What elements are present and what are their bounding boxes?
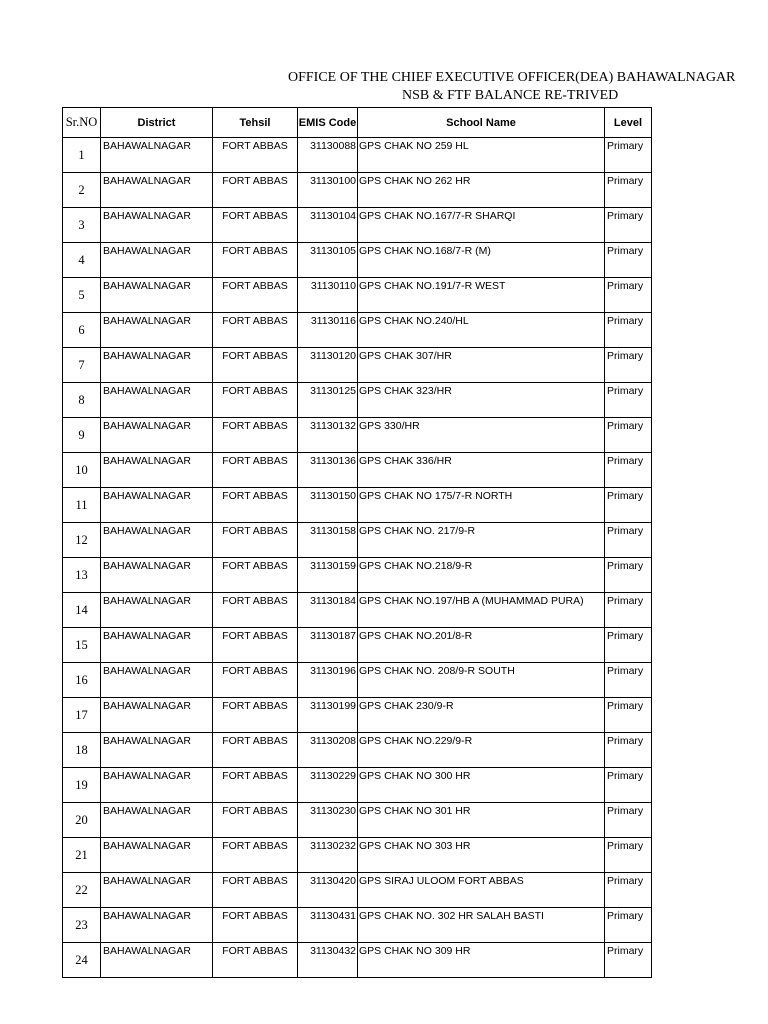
cell-level: Primary [605,138,652,173]
cell-school-name: GPS CHAK NO. 217/9-R [358,523,605,558]
cell-tehsil: FORT ABBAS [213,418,298,453]
cell-srno: 10 [63,453,101,488]
cell-district: BAHAWALNAGAR [101,768,213,803]
cell-emis-code: 31130116 [298,313,358,348]
cell-school-name: GPS CHAK NO 259 HL [358,138,605,173]
cell-emis-code: 31130159 [298,558,358,593]
cell-level: Primary [605,348,652,383]
cell-school-name: GPS CHAK 323/HR [358,383,605,418]
cell-school-name: GPS CHAK NO.240/HL [358,313,605,348]
cell-emis-code: 31130232 [298,838,358,873]
table-row [63,313,652,348]
table-row [63,453,652,488]
cell-srno: 4 [63,243,101,278]
cell-tehsil: FORT ABBAS [213,138,298,173]
cell-level: Primary [605,873,652,908]
table-row [63,873,652,908]
cell-school-name: GPS CHAK NO.168/7-R (M) [358,243,605,278]
table-row [63,628,652,663]
cell-emis-code: 31130105 [298,243,358,278]
cell-district: BAHAWALNAGAR [101,593,213,628]
cell-emis-code: 31130431 [298,908,358,943]
cell-emis-code: 31130208 [298,733,358,768]
cell-school-name: GPS CHAK NO.229/9-R [358,733,605,768]
cell-district: BAHAWALNAGAR [101,803,213,838]
cell-district: BAHAWALNAGAR [101,383,213,418]
cell-level: Primary [605,733,652,768]
cell-district: BAHAWALNAGAR [101,208,213,243]
cell-school-name: GPS CHAK NO.191/7-R WEST [358,278,605,313]
cell-srno: 1 [63,138,101,173]
report-title: OFFICE OF THE CHIEF EXECUTIVE OFFICER(DEA) BAHAWALNAGAR [288,70,736,85]
cell-srno: 19 [63,768,101,803]
cell-school-name: GPS CHAK 336/HR [358,453,605,488]
cell-srno: 20 [63,803,101,838]
cell-level: Primary [605,208,652,243]
cell-school-name: GPS SIRAJ ULOOM FORT ABBAS [358,873,605,908]
cell-srno: 21 [63,838,101,873]
table-row [63,418,652,453]
cell-tehsil: FORT ABBAS [213,523,298,558]
cell-tehsil: FORT ABBAS [213,593,298,628]
cell-emis-code: 31130120 [298,348,358,383]
table-row [63,803,652,838]
cell-school-name: GPS CHAK NO.218/9-R [358,558,605,593]
cell-district: BAHAWALNAGAR [101,173,213,208]
cell-district: BAHAWALNAGAR [101,278,213,313]
table-row [63,698,652,733]
cell-level: Primary [605,558,652,593]
cell-school-name: GPS CHAK 230/9-R [358,698,605,733]
table-row [63,278,652,313]
cell-srno: 16 [63,663,101,698]
cell-srno: 15 [63,628,101,663]
table-row [63,523,652,558]
cell-tehsil: FORT ABBAS [213,453,298,488]
cell-district: BAHAWALNAGAR [101,838,213,873]
cell-emis-code: 31130088 [298,138,358,173]
report-subtitle: NSB & FTF BALANCE RE-TRIVED [402,88,619,103]
cell-tehsil: FORT ABBAS [213,243,298,278]
cell-srno: 23 [63,908,101,943]
cell-tehsil: FORT ABBAS [213,838,298,873]
cell-srno: 22 [63,873,101,908]
table-body [63,138,652,978]
cell-emis-code: 31130136 [298,453,358,488]
cell-emis-code: 31130104 [298,208,358,243]
cell-level: Primary [605,383,652,418]
cell-level: Primary [605,768,652,803]
cell-level: Primary [605,278,652,313]
cell-level: Primary [605,593,652,628]
table-row [63,838,652,873]
cell-district: BAHAWALNAGAR [101,558,213,593]
cell-school-name: GPS CHAK NO. 302 HR SALAH BASTI [358,908,605,943]
cell-tehsil: FORT ABBAS [213,663,298,698]
cell-emis-code: 31130420 [298,873,358,908]
cell-emis-code: 31130432 [298,943,358,978]
cell-emis-code: 31130196 [298,663,358,698]
cell-emis-code: 31130187 [298,628,358,663]
cell-level: Primary [605,943,652,978]
cell-srno: 14 [63,593,101,628]
cell-district: BAHAWALNAGAR [101,243,213,278]
cell-tehsil: FORT ABBAS [213,173,298,208]
cell-school-name: GPS CHAK NO 300 HR [358,768,605,803]
table-row [63,383,652,418]
cell-level: Primary [605,313,652,348]
table-row [63,908,652,943]
table-row [63,593,652,628]
cell-srno: 18 [63,733,101,768]
table-row [63,663,652,698]
cell-school-name: GPS CHAK 307/HR [358,348,605,383]
cell-district: BAHAWALNAGAR [101,908,213,943]
cell-emis-code: 31130110 [298,278,358,313]
cell-school-name: GPS CHAK NO 309 HR [358,943,605,978]
schools-table [62,107,652,978]
column-header-school-name: School Name [358,108,605,138]
table-row [63,173,652,208]
cell-tehsil: FORT ABBAS [213,628,298,663]
cell-level: Primary [605,908,652,943]
cell-tehsil: FORT ABBAS [213,733,298,768]
cell-emis-code: 31130158 [298,523,358,558]
cell-district: BAHAWALNAGAR [101,663,213,698]
cell-tehsil: FORT ABBAS [213,348,298,383]
cell-level: Primary [605,453,652,488]
table-row [63,208,652,243]
cell-district: BAHAWALNAGAR [101,873,213,908]
cell-emis-code: 31130199 [298,698,358,733]
column-header-district: District [101,108,213,138]
cell-srno: 2 [63,173,101,208]
table-row [63,488,652,523]
cell-emis-code: 31130229 [298,768,358,803]
cell-level: Primary [605,838,652,873]
cell-level: Primary [605,243,652,278]
cell-district: BAHAWALNAGAR [101,943,213,978]
cell-school-name: GPS CHAK NO 175/7-R NORTH [358,488,605,523]
cell-district: BAHAWALNAGAR [101,418,213,453]
cell-school-name: GPS CHAK NO. 208/9-R SOUTH [358,663,605,698]
cell-emis-code: 31130230 [298,803,358,838]
table-row [63,558,652,593]
cell-district: BAHAWALNAGAR [101,628,213,663]
cell-tehsil: FORT ABBAS [213,488,298,523]
table-row [63,943,652,978]
cell-tehsil: FORT ABBAS [213,803,298,838]
cell-level: Primary [605,173,652,208]
cell-srno: 12 [63,523,101,558]
cell-srno: 9 [63,418,101,453]
cell-emis-code: 31130184 [298,593,358,628]
cell-school-name: GPS CHAK NO 303 HR [358,838,605,873]
cell-srno: 6 [63,313,101,348]
cell-level: Primary [605,663,652,698]
cell-level: Primary [605,523,652,558]
cell-tehsil: FORT ABBAS [213,278,298,313]
cell-srno: 24 [63,943,101,978]
cell-srno: 11 [63,488,101,523]
cell-emis-code: 31130125 [298,383,358,418]
cell-tehsil: FORT ABBAS [213,558,298,593]
table-row [63,348,652,383]
cell-tehsil: FORT ABBAS [213,873,298,908]
cell-tehsil: FORT ABBAS [213,383,298,418]
cell-level: Primary [605,418,652,453]
cell-srno: 17 [63,698,101,733]
cell-emis-code: 31130132 [298,418,358,453]
cell-level: Primary [605,698,652,733]
cell-srno: 3 [63,208,101,243]
cell-school-name: GPS CHAK NO 262 HR [358,173,605,208]
cell-tehsil: FORT ABBAS [213,698,298,733]
cell-emis-code: 31130150 [298,488,358,523]
cell-school-name: GPS CHAK NO 301 HR [358,803,605,838]
cell-district: BAHAWALNAGAR [101,733,213,768]
cell-tehsil: FORT ABBAS [213,943,298,978]
cell-district: BAHAWALNAGAR [101,348,213,383]
cell-srno: 8 [63,383,101,418]
table-row [63,138,652,173]
column-header-srno: Sr.NO [63,108,101,138]
table-row [63,243,652,278]
cell-tehsil: FORT ABBAS [213,768,298,803]
cell-school-name: GPS CHAK NO.201/8-R [358,628,605,663]
cell-district: BAHAWALNAGAR [101,698,213,733]
cell-tehsil: FORT ABBAS [213,313,298,348]
column-header-level: Level [605,108,652,138]
column-header-emis-code: EMIS Code [298,108,358,138]
table-header [63,108,652,138]
cell-school-name: GPS 330/HR [358,418,605,453]
cell-district: BAHAWALNAGAR [101,313,213,348]
cell-district: BAHAWALNAGAR [101,488,213,523]
table-row [63,733,652,768]
cell-school-name: GPS CHAK NO.197/HB A (MUHAMMAD PURA) [358,593,605,628]
cell-level: Primary [605,488,652,523]
cell-tehsil: FORT ABBAS [213,208,298,243]
cell-level: Primary [605,628,652,663]
cell-school-name: GPS CHAK NO.167/7-R SHARQI [358,208,605,243]
cell-district: BAHAWALNAGAR [101,453,213,488]
cell-emis-code: 31130100 [298,173,358,208]
table-row [63,768,652,803]
column-header-tehsil: Tehsil [213,108,298,138]
cell-district: BAHAWALNAGAR [101,138,213,173]
cell-srno: 7 [63,348,101,383]
cell-level: Primary [605,803,652,838]
cell-srno: 5 [63,278,101,313]
cell-district: BAHAWALNAGAR [101,523,213,558]
cell-srno: 13 [63,558,101,593]
cell-tehsil: FORT ABBAS [213,908,298,943]
